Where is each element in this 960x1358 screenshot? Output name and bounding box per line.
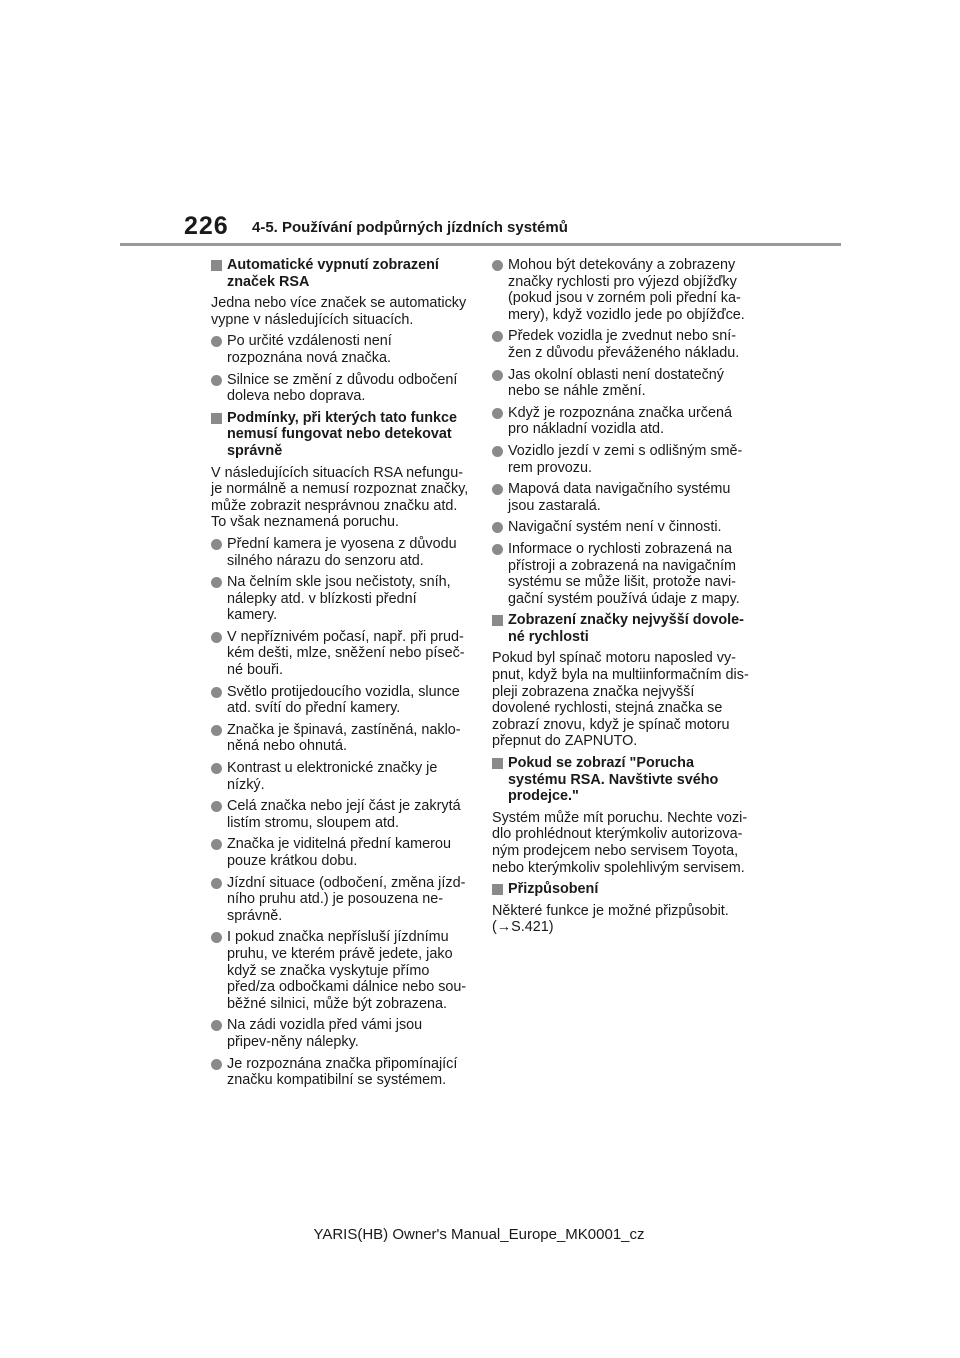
paragraph: V následujících situacích RSA nefungu-je normálně a nemusí rozpoznat značky, může zobrazit nesprávnou značku atd. To však neznamená poruchu. (211, 464, 469, 531)
page-number: 226 (184, 212, 229, 240)
heading-text: Automatické vypnutí zobrazení značek RSA (227, 257, 439, 290)
circle-bullet-icon (211, 839, 222, 850)
circle-bullet-icon (492, 544, 503, 555)
list-item (492, 519, 750, 536)
section-heading (492, 881, 750, 898)
page-header (0, 0, 960, 250)
heading-text: Pokud se zobrazí "Porucha systému RSA. Navštivte svého prodejce." (508, 755, 719, 805)
heading-text: Přizpůsobení (508, 881, 599, 898)
list-item (211, 1056, 469, 1089)
list-item-text: Navigační systém není v činnosti. (508, 519, 722, 536)
heading-text: Zobrazení značky nejvyšší dovole-né rychlosti (508, 612, 744, 645)
list-item (211, 875, 469, 925)
list-item (211, 536, 469, 569)
square-bullet-icon (492, 615, 503, 626)
list-item-text: Jas okolní oblasti není dostatečný nebo se náhle změní. (508, 366, 724, 400)
footer-text: YARIS(HB) Owner's Manual_Europe_MK0001_cz (313, 1226, 645, 1243)
circle-bullet-icon (211, 577, 222, 588)
paragraph: Jedna nebo více značek se automaticky vypne v následujících situacích. (211, 295, 467, 328)
list-item (211, 798, 469, 831)
paragraph (492, 903, 750, 936)
circle-bullet-icon (211, 725, 222, 736)
circle-bullet-icon (492, 331, 503, 342)
circle-bullet-icon (492, 370, 503, 381)
list-item-text: Vozidlo jezdí v zemi s odlišným smě-rem provozu. (508, 442, 743, 476)
section-heading (492, 612, 750, 645)
list-item (492, 328, 750, 361)
circle-bullet-icon (492, 408, 503, 419)
circle-bullet-icon (211, 375, 222, 386)
list-item-text: Celá značka nebo její část je zakrytá listím stromu, sloupem atd. (227, 798, 461, 831)
section-heading (211, 257, 469, 290)
list-item-text: V nepříznivém počasí, např. při prud-kém dešti, mlze, sněžení nebo píseč-né bouři. (227, 628, 465, 679)
list-item-text: Kontrast u elektronické značky je nízký. (227, 760, 438, 793)
paragraph-line: Některé funkce je možné přizpůsobit. (492, 902, 729, 919)
square-bullet-icon (492, 884, 503, 895)
list-item (211, 929, 469, 1012)
circle-bullet-icon (211, 932, 222, 943)
section-title: 4-5. Používání podpůrných jízdních systémů (252, 219, 568, 236)
circle-bullet-icon (211, 878, 222, 889)
list-item-text: Když je rozpoznána značka určená pro nákladní vozidla atd. (508, 404, 732, 438)
list-item-text: Přední kamera je vyosena z důvodu silného nárazu do senzoru atd. (227, 535, 457, 569)
list-item-text: Jízdní situace (odbočení, změna jízd-ního pruhu atd.) je posouzena ne-správně. (227, 874, 466, 924)
circle-bullet-icon (492, 260, 503, 271)
section-heading (492, 755, 750, 805)
circle-bullet-icon (211, 1020, 222, 1031)
list-item (211, 629, 469, 679)
list-item (211, 760, 469, 793)
list-item-text: Značka je špinavá, zastíněná, naklo-něná nebo ohnutá. (227, 721, 461, 755)
list-item (211, 1017, 469, 1050)
square-bullet-icon (211, 413, 222, 424)
list-item (492, 541, 750, 607)
list-item (211, 333, 469, 366)
list-item-text: Předek vozidla je zvednut nebo sní-žen z důvodu převáženého nákladu. (508, 328, 740, 361)
circle-bullet-icon (211, 1059, 222, 1070)
list-item-text: Světlo protijedoucího vozidla, slunce atd. svítí do přední kamery. (227, 683, 460, 717)
section-heading (211, 410, 469, 460)
list-item-text: Silnice se změní z důvodu odbočení doleva nebo doprava. (227, 371, 458, 405)
circle-bullet-icon (492, 446, 503, 457)
list-item-text: Informace o rychlosti zobrazená na přístroji a zobrazená na navigačním systému se může lišit, protože navi-gační systém používá údaje z mapy. (508, 540, 740, 607)
circle-bullet-icon (211, 801, 222, 812)
list-item-text: Značka je viditelná přední kamerou pouze krátkou dobu. (227, 836, 451, 869)
left-column (211, 257, 469, 1094)
list-item-text: Po určité vzdálenosti není rozpoznána nová značka. (227, 333, 392, 366)
list-item (492, 405, 750, 438)
circle-bullet-icon (211, 687, 222, 698)
paragraph: Pokud byl spínač motoru naposled vy-pnut, když byla na multiinformačním dis-pleji zobrazena značka nejvyšší dovolené rychlosti, stejná značka se zobrazí znovu, když je spínač motoru přepnut do ZAPNUTO. (492, 650, 749, 750)
circle-bullet-icon (211, 539, 222, 550)
list-item-text: Na zádi vozidla před vámi jsou připev-něny nálepky. (227, 1017, 423, 1050)
list-item (492, 257, 750, 323)
list-item (211, 836, 469, 869)
list-item (211, 684, 469, 717)
list-item (211, 722, 469, 755)
square-bullet-icon (211, 260, 222, 271)
circle-bullet-icon (211, 336, 222, 347)
list-item-text: Mohou být detekovány a zobrazeny značky rychlosti pro výjezd objížďky (pokud jsou v zorném poli přední ka-mery), když vozidlo jede po objížďce. (508, 257, 745, 323)
list-item-text: I pokud značka nepřísluší jízdnímu pruhu, ve kterém právě jedete, jako když se značka vyskytuje přímo před/za odbočkami dálnice nebo sou-běžné silnici, může být zobrazena. (227, 929, 467, 1012)
paragraph: Systém může mít poruchu. Nechte vozi-dlo prohlédnout kterýmkoliv autorizova-ným prodejcem nebo servisem Toyota, nebo kterýmkoliv spolehlivým servisem. (492, 809, 748, 876)
list-item-text: Mapová data navigačního systému jsou zastaralá. (508, 481, 731, 514)
list-item (211, 574, 469, 624)
heading-text: Podmínky, při kterých tato funkce nemusí fungovat nebo detekovat správně (227, 409, 458, 459)
right-column (492, 257, 750, 941)
circle-bullet-icon (211, 632, 222, 643)
list-item (492, 367, 750, 400)
circle-bullet-icon (492, 484, 503, 495)
square-bullet-icon (492, 758, 503, 769)
list-item-text: Je rozpoznána značka připomínající značku kompatibilní se systémem. (227, 1055, 458, 1089)
header-divider (120, 243, 841, 246)
circle-bullet-icon (211, 763, 222, 774)
page-reference-link[interactable]: (→S.421) (492, 919, 554, 936)
list-item (492, 481, 750, 514)
circle-bullet-icon (492, 522, 503, 533)
page-footer (0, 1226, 960, 1243)
list-item (492, 443, 750, 476)
list-item (211, 372, 469, 405)
list-item-text: Na čelním skle jsou nečistoty, sníh, nálepky atd. v blízkosti přední kamery. (227, 574, 451, 624)
